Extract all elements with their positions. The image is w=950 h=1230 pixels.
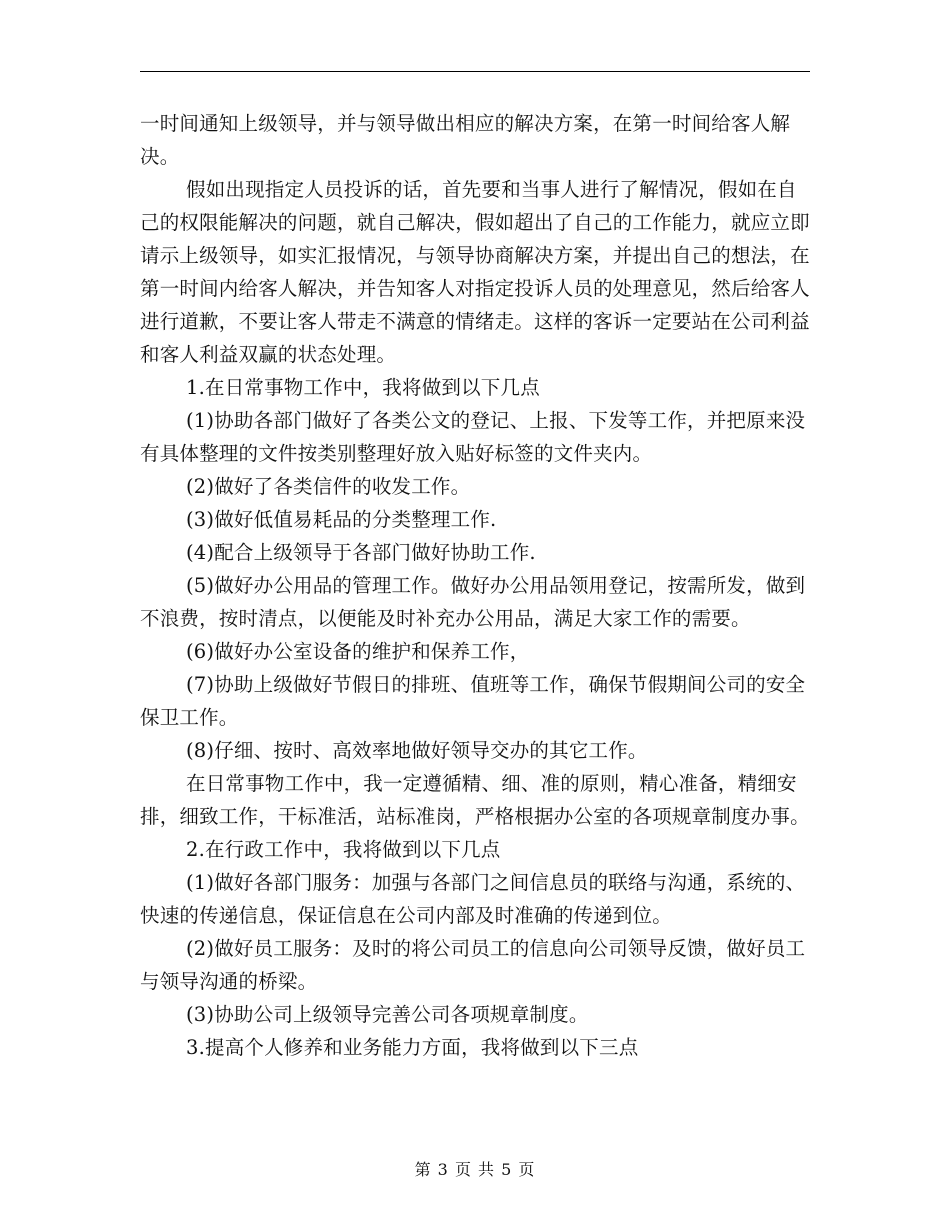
- paragraph: 在日常事物工作中，我一定遵循精、细、准的原则，精心准备，精细安排，细致工作，干标准活，站标准岗，严格根据办公室的各项规章制度办事。: [140, 772, 810, 828]
- document-body: [140, 107, 816, 1064]
- paragraph: 假如出现指定人员投诉的话，首先要和当事人进行了解情况，假如在自己的权限能解决的问题，就自己解决，假如超出了自己的工作能力，就应立即请示上级领导，如实汇报情况，与领导协商解决方案，并提出自己的想法，在第一时间内给客人解决，并告知客人对指定投诉人员的处理意见，然后给客人进行道歉，不要让客人带走不满意的情绪走。这样的客诉一定要站在公司利益和客人利益双赢的状态处理。: [140, 178, 810, 366]
- section-heading: 2.在行政工作中，我将做到以下几点: [186, 838, 501, 861]
- list-item: (7)协助上级做好节假日的排班、值班等工作，确保节假期间公司的安全保卫工作。: [140, 673, 806, 729]
- list-item: (5)做好办公用品的管理工作。做好办公用品领用登记，按需所发，做到不浪费，按时清点，以便能及时补充办公用品，满足大家工作的需要。: [140, 574, 806, 630]
- section-heading: 3.提高个人修养和业务能力方面，我将做到以下三点: [186, 1036, 639, 1059]
- list-item: (3)做好低值易耗品的分类整理工作.: [186, 508, 497, 531]
- list-item: (1)做好各部门服务：加强与各部门之间信息员的联络与沟通，系统的、快速的传递信息，保证信息在公司内部及时准确的传递到位。: [140, 871, 806, 927]
- list-item: (1)协助各部门做好了各类公文的登记、上报、下发等工作，并把原来没有具体整理的文件按类别整理好放入贴好标签的文件夹内。: [140, 409, 806, 465]
- list-item: (4)配合上级领导于各部门做好协助工作.: [186, 541, 536, 564]
- header-rule: [140, 71, 810, 72]
- list-item: (2)做好员工服务：及时的将公司员工的信息向公司领导反馈，做好员工与领导沟通的桥梁。: [140, 937, 806, 993]
- list-item: (2)做好了各类信件的收发工作。: [186, 475, 471, 498]
- list-item: (8)仔细、按时、高效率地做好领导交办的其它工作。: [186, 739, 648, 762]
- list-item: (6)做好办公室设备的维护和保养工作，: [186, 640, 530, 663]
- paragraph: 一时间通知上级领导，并与领导做出相应的解决方案，在第一时间给客人解决。: [140, 112, 791, 168]
- list-item: (3)协助公司上级领导完善公司各项规章制度。: [186, 1003, 589, 1026]
- section-heading: 1.在日常事物工作中，我将做到以下几点: [186, 376, 540, 399]
- page-number-footer: 第 3 页 共 5 页: [414, 1160, 536, 1179]
